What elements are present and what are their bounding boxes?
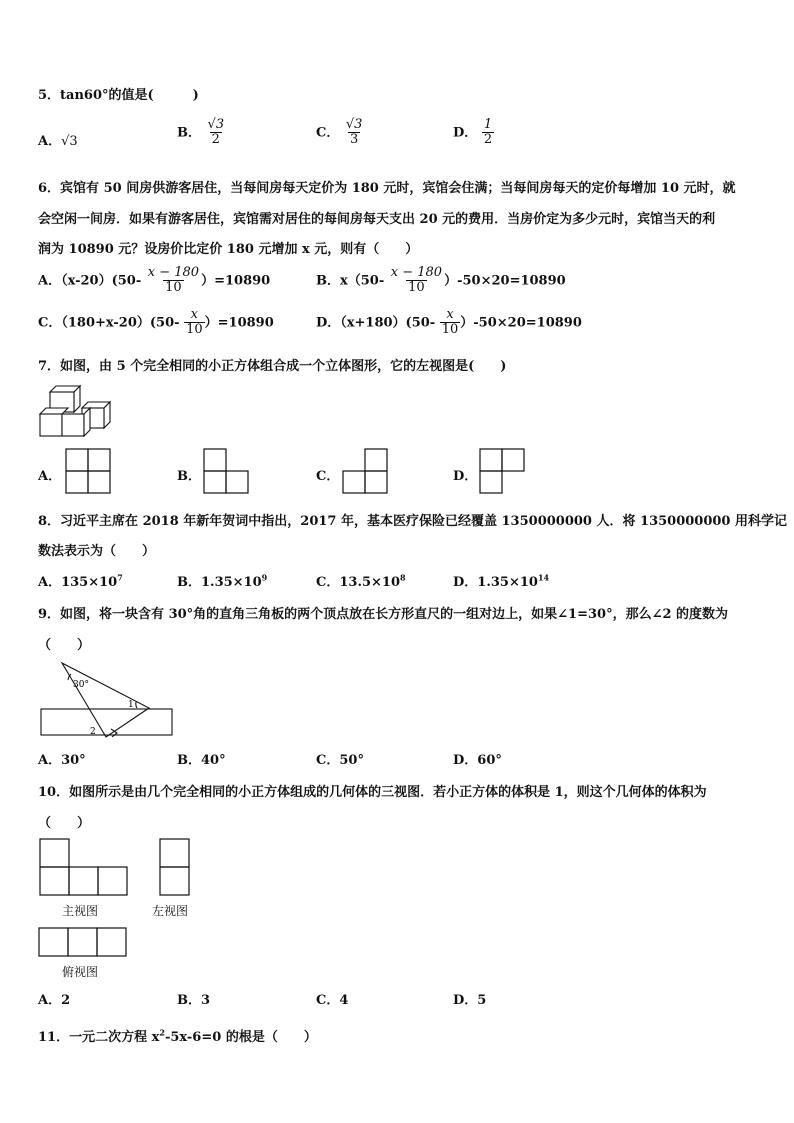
q9-line2: （ ） (38, 638, 91, 653)
q7-option-a[interactable]: A． (38, 469, 62, 484)
q6-line3: 润为 10890 元？设房价比定价 180 元增加 x 元，则有（ ） (38, 242, 419, 257)
q10-option-a[interactable]: A．2 (38, 993, 71, 1008)
q11-stem: 11．一元二次方程 $x^2-5x-6=0$ 的根是（ ） (38, 1027, 317, 1045)
q10-option-c[interactable]: C．4 (316, 993, 349, 1008)
q8-line1: 8．习近平主席在 2018 年新年贺词中指出，2017 年，基本医疗保险已经覆盖 1350000000 人．将 1350000000 用科学记 (38, 514, 787, 529)
q8-option-a[interactable]: A．$135\times 10^7$ (38, 572, 123, 590)
q9-option-b[interactable]: B．40° (177, 753, 226, 768)
q7-stem: 7．如图，由 5 个完全相同的小正方体组合成一个立体图形，它的左视图是( ) (38, 359, 507, 374)
q6-option-c[interactable]: C．（180+x-20）(50- $\frac{x}{10}$ ）=10890 (38, 307, 274, 338)
q9-option-c[interactable]: C．50° (316, 753, 364, 768)
q5-option-c[interactable]: C． $\frac{√3}{3}$ (316, 117, 363, 148)
q7-option-d-figure (479, 448, 527, 496)
q7-option-a-figure (65, 448, 113, 496)
q5-option-d[interactable]: D． $\frac{1}{2}$ (453, 117, 493, 148)
q10-line2: （ ） (38, 816, 91, 831)
q7-option-b-figure (203, 448, 251, 496)
q6-line2: 会空闲一间房．如果有游客居住，宾馆需对居住的每间房每天支出 20 元的费用．当房价定为多少元时，宾馆当天的利 (38, 212, 716, 227)
q6-line1: 6．宾馆有 50 间房供游客居住，当每间房每天定价为 180 元时，宾馆会住满；当每间房每天的定价每增加 10 元时，就 (38, 181, 736, 196)
q10-front-view (39, 838, 131, 898)
q8-option-b[interactable]: B．$1.35\times 10^9$ (177, 572, 268, 590)
q9-option-a[interactable]: A．30° (38, 753, 86, 768)
q10-option-d[interactable]: D．5 (453, 993, 487, 1008)
q9-triangle-ruler-figure (38, 660, 176, 742)
q9-angle-2-label: 2 (90, 727, 96, 737)
q9-line1: 9．如图，将一块含有 30°角的直角三角板的两个顶点放在长方形直尺的一组对边上，如果∠1=30°，那么∠2 的度数为 (38, 607, 729, 622)
q5-stem: 5．tan60°的值是( ) (38, 88, 199, 103)
q8-option-d[interactable]: D．$1.35\times 10^{14}$ (453, 572, 550, 590)
q10-option-b[interactable]: B．3 (177, 993, 211, 1008)
q9-angle-1-label: 1 (128, 700, 134, 710)
q9-angle-30-label: 30° (73, 680, 89, 690)
q10-top-view-caption: 俯视图 (62, 965, 99, 979)
q7-option-c[interactable]: C． (316, 469, 340, 484)
q6-option-b[interactable]: B．x（50- $\frac{x - 180}{10}$ ）-50×20=10890 (316, 265, 566, 296)
q9-option-d[interactable]: D．60° (453, 753, 502, 768)
q7-option-d[interactable]: D． (453, 469, 478, 484)
q6-option-a[interactable]: A．（x-20）(50- $\frac{x - 180}{10}$ ）=10890 (38, 265, 271, 296)
q8-line2: 数法表示为（ ） (38, 544, 156, 559)
q10-top-view (38, 927, 130, 959)
q7-option-b[interactable]: B． (177, 469, 201, 484)
q10-line1: 10．如图所示是由几个完全相同的小正方体组成的几何体的三视图．若小正方体的体积是 1，则这个几何体的体积为 (38, 785, 707, 800)
q7-cube-figure (38, 382, 110, 440)
q10-left-view (159, 838, 193, 898)
q8-option-c[interactable]: C．$13.5\times 10^8$ (316, 572, 406, 590)
q5-option-b[interactable]: B． $\frac{√3}{2}$ (177, 117, 225, 148)
q10-left-view-caption: 左视图 (152, 904, 189, 918)
q7-option-c-figure (342, 448, 390, 496)
q6-option-d[interactable]: D．（x+180）(50- $\frac{x}{10}$ ）-50×20=10890 (316, 307, 582, 338)
q5-option-a[interactable]: A．√3 (38, 134, 78, 149)
q10-front-view-caption: 主视图 (62, 904, 99, 918)
